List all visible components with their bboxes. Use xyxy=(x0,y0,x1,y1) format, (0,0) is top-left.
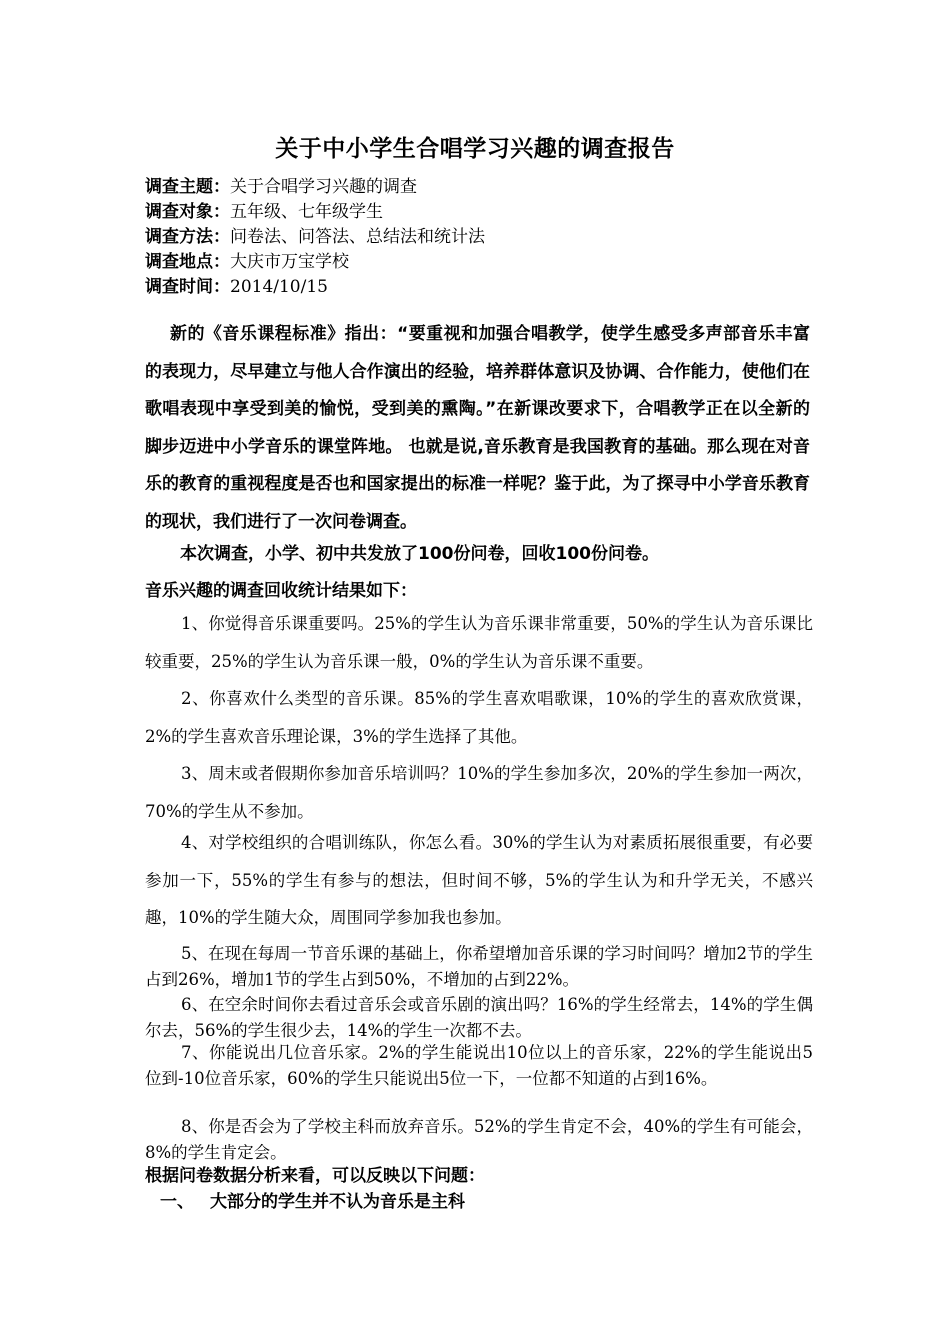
meta-value: 关于合唱学习兴趣的调查 xyxy=(230,177,417,197)
section-title: 大部分的学生并不认为音乐是主科 xyxy=(210,1192,465,1212)
meta-subjects xyxy=(145,200,825,225)
meta-label: 调查主题： xyxy=(145,177,230,197)
question-item: 5、在现在每周一节音乐课的基础上，你希望增加音乐课的学习时间吗？增加2节的学生占到26%，增加1节的学生占到50%，不增加的占到22%。 xyxy=(145,944,813,989)
survey-note: 本次调查，小学、初中共发放了100份问卷，回收100份问卷。 xyxy=(180,544,659,564)
section-heading xyxy=(160,1189,465,1215)
intro-paragraph: 新的《音乐课程标准》指出：“要重视和加强合唱教学，使学生感受多声部音乐丰富的表现力，尽早建立与他人合作演出的经验，培养群体意识及协调、合作能力，使他们在歌唱表现中享受到美的愉悦，受到美的熏陶。”在新课改要求下，合唱教学正在以全新的脚步迈进中小学音乐的课堂阵地。 也就是说,音乐教育是我国教育的基础。那么现在对音乐的教育的重视程度是否也和国家提出的标准一样呢？鉴于此，为了探寻中小学音乐教育的现状，我们进行了一次问卷调查。 xyxy=(145,324,810,532)
question-item: 4、对学校组织的合唱训练队，你怎么看。30%的学生认为对素质拓展很重要，有必要参加一下，55%的学生有参与的想法，但时间不够，5%的学生认为和升学无关，不感兴趣，10%的学生随大众，周围同学参加我也参加。 xyxy=(145,833,813,927)
meta-label: 调查时间： xyxy=(145,277,230,297)
meta-value: 问卷法、问答法、总结法和统计法 xyxy=(230,227,485,247)
meta-label: 调查方法： xyxy=(145,227,230,247)
analysis-heading: 根据问卷数据分析来看，可以反映以下问题： xyxy=(145,1166,485,1186)
question-item: 2、你喜欢什么类型的音乐课。85%的学生喜欢唱歌课，10%的学生的喜欢欣赏课，2%的学生喜欢音乐理论课，3%的学生选择了其他。 xyxy=(145,689,813,746)
document-title: 关于中小学生合唱学习兴趣的调查报告 xyxy=(275,136,675,162)
results-heading: 音乐兴趣的调查回收统计结果如下： xyxy=(145,581,417,601)
question-item: 3、周末或者假期你参加音乐培训吗？10%的学生参加多次，20%的学生参加一两次，70%的学生从不参加。 xyxy=(145,764,813,821)
meta-topic xyxy=(145,175,825,200)
question-item: 6、在空余时间你去看过音乐会或音乐剧的演出吗？16%的学生经常去，14%的学生偶尔去，56%的学生很少去，14%的学生一次都不去。 xyxy=(145,995,813,1040)
question-item: 8、你是否会为了学校主科而放弃音乐。52%的学生肯定不会，40%的学生有可能会，8%的学生肯定会。 xyxy=(145,1117,813,1162)
meta-label: 调查地点： xyxy=(145,252,230,272)
meta-value: 五年级、七年级学生 xyxy=(230,202,383,222)
meta-label: 调查对象： xyxy=(145,202,230,222)
meta-date xyxy=(145,275,825,300)
question-item: 1、你觉得音乐课重要吗。25%的学生认为音乐课非常重要，50%的学生认为音乐课比较重要，25%的学生认为音乐课一般，0%的学生认为音乐课不重要。 xyxy=(145,614,813,671)
survey-meta xyxy=(145,175,825,300)
meta-location xyxy=(145,250,825,275)
question-item: 7、你能说出几位音乐家。2%的学生能说出10位以上的音乐家，22%的学生能说出5位到-10位音乐家，60%的学生只能说出5位一下，一位都不知道的占到16%。 xyxy=(145,1043,813,1088)
section-number: 一、 xyxy=(160,1192,194,1212)
meta-methods xyxy=(145,225,825,250)
meta-value: 2014/10/15 xyxy=(230,277,328,297)
meta-value: 大庆市万宝学校 xyxy=(230,252,349,272)
